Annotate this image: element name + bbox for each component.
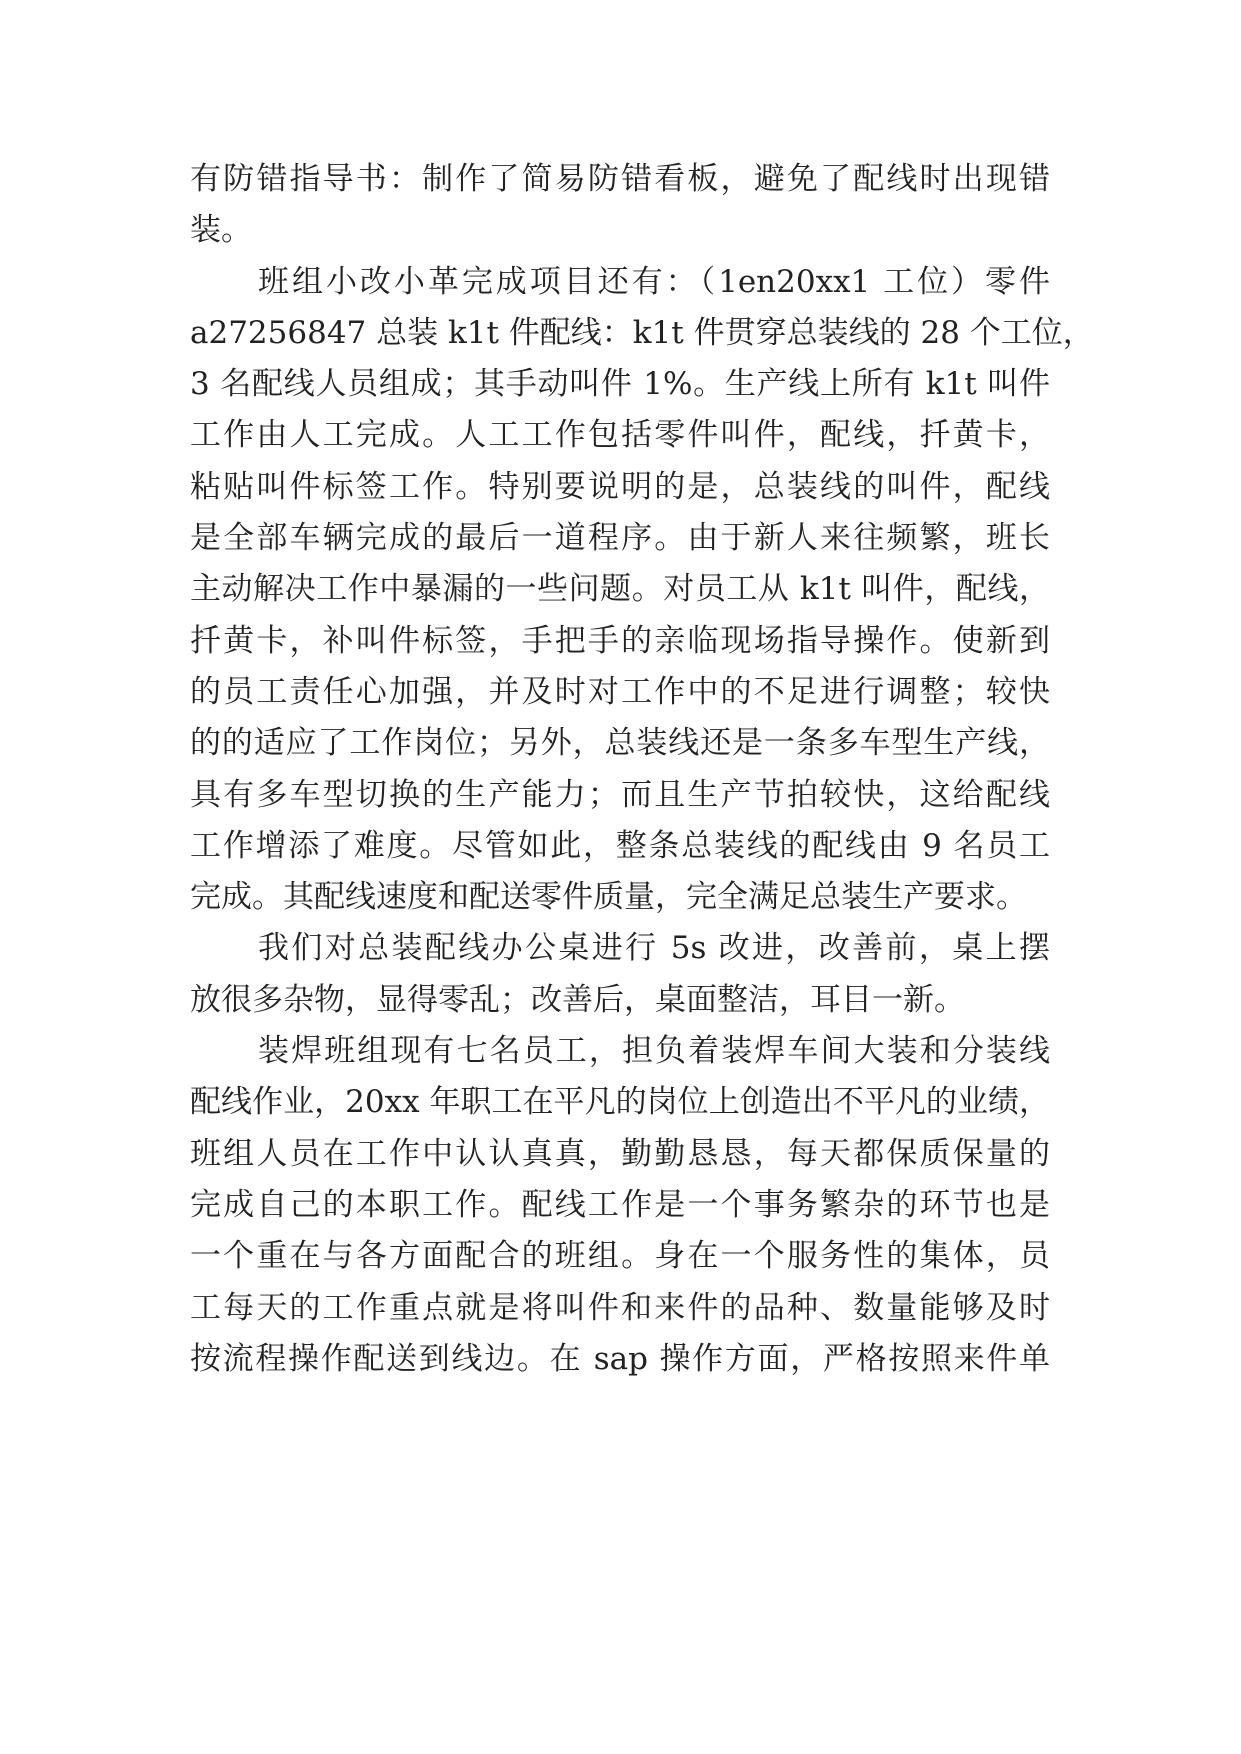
text-line: 工作由人工完成。人工工作包括零件叫件，配线，扦黄卡， — [190, 417, 1050, 454]
text-line: 一个重在与各方面配合的班组。身在一个服务性的集体，员 — [190, 1238, 1050, 1275]
text-line: a27256847 总装 k1t 件配线：k1t 件贯穿总装线的 28 个工位， — [190, 314, 1094, 351]
text-line: 班组小改小革完成项目还有：（1en20xx1 工位）零件 — [258, 263, 1050, 300]
text-line: 有防错指导书：制作了简易防错看板，避免了配线时出现错 — [190, 161, 1050, 197]
text-line: 我们对总装配线办公桌进行 5s 改进，改善前，桌上摆 — [258, 930, 1050, 967]
text-line: 的员工责任心加强，并及时对工作中的不足进行调整；较快 — [190, 673, 1050, 710]
text-line: 粘贴叫件标签工作。特别要说明的是，总装线的叫件，配线 — [190, 468, 1050, 505]
text-line: 完成自己的本职工作。配线工作是一个事务繁杂的环节也是 — [190, 1186, 1050, 1223]
text-line: 主动解决工作中暴漏的一些问题。对员工从 k1t 叫件，配线， — [190, 571, 1050, 608]
document-body — [190, 154, 1094, 1385]
text-line: 完成。其配线速度和配送零件质量，完全满足总装生产要求。 — [190, 879, 1027, 916]
text-line: 装。 — [190, 212, 252, 249]
text-line: 具有多车型切换的生产能力；而且生产节拍较快，这给配线 — [190, 776, 1050, 813]
text-line: 放很多杂物，显得零乱；改善后，桌面整洁，耳目一新。 — [190, 981, 965, 1018]
text-line: 是全部车辆完成的最后一道程序。由于新人来往频繁，班长 — [190, 520, 1050, 557]
text-line: 工每天的工作重点就是将叫件和来件的品种、数量能够及时 — [190, 1289, 1050, 1326]
text-line: 扦黄卡，补叫件标签，手把手的亲临现场指导操作。使新到 — [190, 622, 1050, 659]
text-line: 装焊班组现有七名员工，担负着装焊车间大装和分装线 — [258, 1033, 1050, 1070]
text-line: 配线作业，20xx 年职工在平凡的岗位上创造出不平凡的业绩， — [190, 1084, 1050, 1121]
text-line: 的的适应了工作岗位；另外，总装线还是一条多车型生产线， — [190, 725, 1050, 762]
text-line: 按流程操作配送到线边。在 sap 操作方面，严格按照来件单 — [190, 1340, 1050, 1377]
text-line: 工作增添了难度。尽管如此，整条总装线的配线由 9 名员工 — [190, 827, 1050, 864]
text-line: 班组人员在工作中认认真真，勤勤恳恳，每天都保质保量的 — [190, 1135, 1050, 1172]
text-line: 3 名配线人员组成；其手动叫件 1%。生产线上所有 k1t 叫件 — [190, 366, 1050, 403]
